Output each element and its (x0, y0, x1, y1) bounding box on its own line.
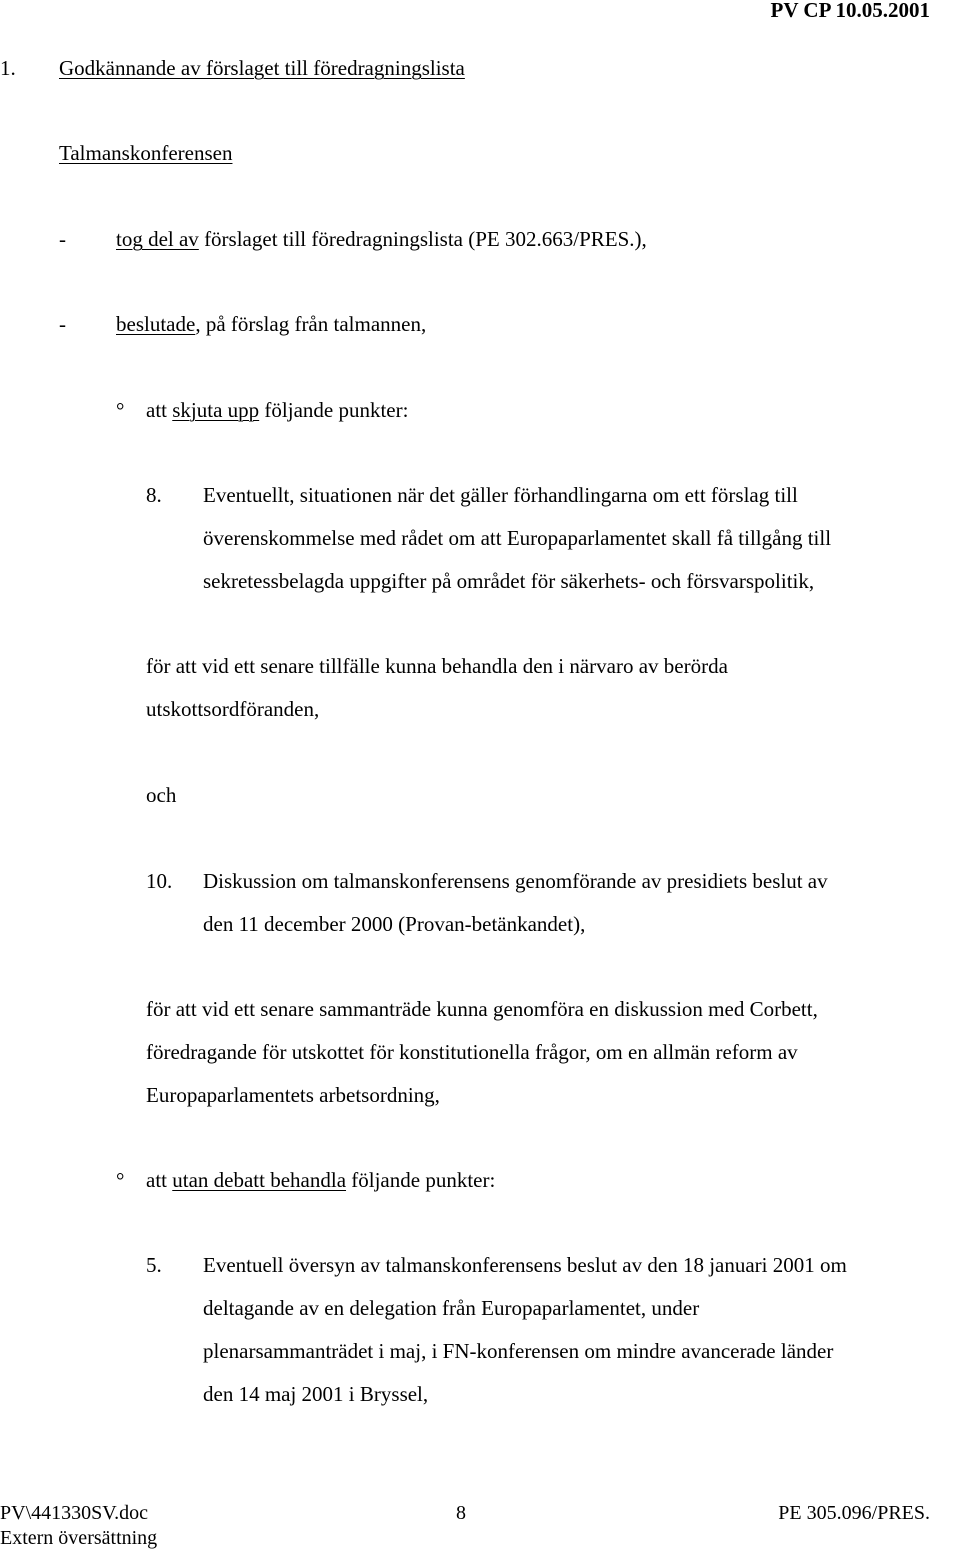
point-10-text (203, 860, 828, 946)
text-line: den 11 december 2000 (Provan-betänkandet), (203, 912, 586, 936)
point-5-text (203, 1244, 847, 1416)
text-line: plenarsammanträdet i maj, i FN-konferensen om mindre avancerade länder (203, 1339, 834, 1363)
footer-page-number: 8 (456, 1502, 466, 1524)
decision-text: , på förslag från talmannen, (195, 312, 427, 336)
document-reference: PV CP 10.05.2001 (770, 0, 930, 22)
text-line: Eventuellt, situationen när det gäller förhandlingarna om ett förslag till (203, 483, 798, 507)
footer-reference: PE 305.096/PRES. (778, 1502, 930, 1524)
decision-verb: beslutade (116, 312, 196, 336)
degree-bullet: ° (116, 1168, 125, 1192)
point-10-purpose (146, 988, 818, 1117)
decision-verb: tog del av (116, 227, 199, 251)
text-line: Europaparlamentets arbetsordning, (146, 1083, 440, 1107)
text-line: sekretessbelagda uppgifter på området för säkerhets- och försvarspolitik, (203, 569, 815, 593)
text-line: föredragande för utskottet för konstitutionella frågor, om en allmän reform av (146, 1040, 798, 1064)
postpone-post: följande punkter: (259, 398, 409, 422)
decision-dash: - (59, 312, 66, 336)
postpone-pre: att (146, 398, 173, 422)
postpone-line (146, 400, 408, 421)
nodebate-verb: utan debatt behandla (172, 1168, 347, 1192)
point-8-purpose (146, 645, 728, 731)
point-number: 5. (146, 1253, 162, 1277)
nodebate-post: följande punkter: (346, 1168, 496, 1192)
nodebate-line (146, 1170, 495, 1191)
footer-doc-name: PV\441330SV.doc (0, 1502, 148, 1524)
text-line: för att vid ett senare tillfälle kunna behandla den i närvaro av berörda (146, 654, 728, 678)
decision-text: förslaget till föredragningslista (PE 302.663/PRES.), (198, 227, 647, 251)
item-number: 1. (0, 56, 16, 80)
decision-dash: - (59, 227, 66, 251)
body-name: Talmanskonferensen (59, 141, 233, 165)
text-line: Diskussion om talmanskonferensens genomförande av presidiets beslut av (203, 869, 828, 893)
point-8-text (203, 474, 831, 603)
text-line: överenskommelse med rådet om att Europaparlamentet skall få tillgång till (203, 526, 832, 550)
text-line: för att vid ett senare sammanträde kunna genomföra en diskussion med Corbett, (146, 997, 818, 1021)
text-line: Eventuell översyn av talmanskonferensens beslut av den 18 januari 2001 om (203, 1253, 847, 1277)
postpone-verb: skjuta upp (172, 398, 260, 422)
item-title: Godkännande av förslaget till föredragningslista (59, 56, 465, 80)
nodebate-pre: att (146, 1168, 173, 1192)
point-number: 10. (146, 869, 173, 893)
footer-translation-note: Extern översättning (0, 1527, 158, 1549)
conjunction: och (146, 783, 177, 807)
text-line: utskottsordföranden, (146, 697, 320, 721)
degree-bullet: ° (116, 398, 125, 422)
point-number: 8. (146, 483, 162, 507)
text-line: deltagande av en delegation från Europaparlamentet, under (203, 1296, 700, 1320)
decision-line (116, 229, 647, 250)
decision-line (116, 314, 426, 335)
text-line: den 14 maj 2001 i Bryssel, (203, 1382, 429, 1406)
